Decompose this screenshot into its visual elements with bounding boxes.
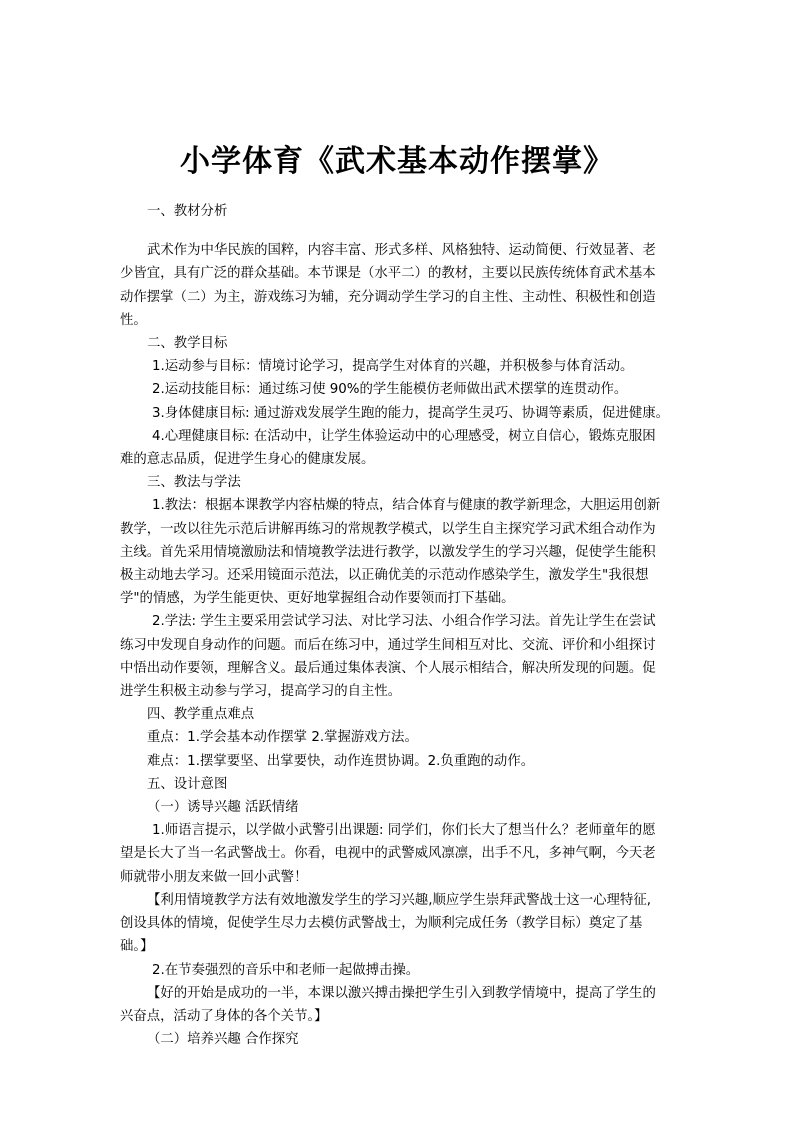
- subheading-stage-one: （一）诱导兴趣 活跃情绪: [147, 800, 299, 816]
- section-heading-objectives: 二、教学目标: [147, 336, 228, 352]
- text-line: 练习中发现自身动作的问题。而后在练习中，通过学生间相互对比、交流、评价和小组探讨: [120, 637, 656, 653]
- section-heading-methods: 三、教法与学法: [147, 475, 241, 491]
- list-item-objective: 1.运动参与目标：情境讨论学习，提高学生对体育的兴趣，并积极参与体育活动。: [152, 359, 634, 375]
- text-line: 武术作为中华民族的国粹，内容丰富、形式多样、风格独特、运动简便、行效显著、老: [147, 243, 656, 259]
- paragraph-materials-analysis: [120, 239, 676, 332]
- subheading-stage-two: （二）培养兴趣 合作探究: [147, 1032, 299, 1048]
- text-line: 【好的开始是成功的一半，本课以激兴搏击操把学生引入到教学情境中，提高了学生的: [147, 985, 656, 1001]
- design-note: [120, 982, 676, 1028]
- text-line: 学"的情感，为学生能更快、更好地掌握组合动作要领而打下基础。: [120, 591, 515, 607]
- section-heading-key-points: 四、教学重点难点: [147, 707, 255, 723]
- text-line: 主线。首先采用情境激励法和情境教学法进行教学，以激发学生的学习兴趣，促使学生能积: [120, 544, 656, 560]
- design-note: [120, 889, 676, 959]
- section-heading-materials: 一、教材分析: [147, 204, 228, 219]
- paragraph-teaching-method: [120, 494, 676, 610]
- text-line: 少皆宜，具有广泛的群众基础。本节课是（水平二）的教材，主要以民族传统体育武术基本: [120, 266, 656, 282]
- text-line: 中悟出动作要领，理解含义。最后通过集体表演、个人展示相结合，解决所发现的问题。促: [120, 660, 656, 676]
- paragraph-warmup-exercise: 2.在节奏强烈的音乐中和老师一起做搏击操。: [152, 962, 420, 978]
- text-line: 师就带小朋友来做一回小武警！: [120, 869, 308, 885]
- text-line: 望是长大了当一名武警战士。你看，电视中的武警威风凛凛，出手不凡，多神气啊，今天老: [120, 846, 656, 862]
- paragraph-gap: [120, 223, 676, 239]
- text-line: 创设具体的情境，促使学生尽力去模仿武警战士，为顺利完成任务（教学目标）奠定了基: [120, 916, 643, 932]
- text-line: 【利用情境教学方法有效地激发学生的学习兴趣,顺应学生崇拜武警战士这一心理特征,: [147, 892, 651, 908]
- text-line: 教学，一改以往先示范后讲解再练习的常规教学模式，以学生自主探究学习武术组合动作为: [120, 521, 656, 537]
- text-line: 极主动地去学习。还采用镜面示范法，以正确优美的示范动作感染学生，激发学生"我很想: [120, 568, 649, 584]
- text-line: 进学生积极主动参与学习，提高学习的自主性。: [120, 684, 402, 700]
- paragraph-learning-method: [120, 610, 676, 703]
- text-line: 2.学法: 学生主要采用尝试学习法、对比学习法、小组合作学习法。首先让学生在尝试: [152, 614, 656, 630]
- section-heading-design-intent: 五、设计意图: [147, 776, 228, 792]
- text-line: 难的意志品质，促进学生身心的健康发展。: [120, 452, 375, 468]
- list-item-objective: 2.运动技能目标：通过练习使 90%的学生能模仿老师做出武术摆掌的连贯动作。: [152, 382, 628, 398]
- difficult-point-line: 难点：1.摆掌要坚、出掌要快，动作连贯协调。2.负重跑的动作。: [147, 753, 535, 769]
- text-line: 1.教法：根据本课教学内容枯燥的特点，结合体育与健康的教学新理念，大胆运用创新: [152, 498, 661, 514]
- list-item-objective: [120, 425, 676, 471]
- list-item-objective: 3.身体健康目标: 通过游戏发展学生跑的能力，提高学生灵巧、协调等素质，促进健康。: [152, 405, 669, 421]
- text-line: 性。: [120, 312, 147, 328]
- text-line: 4.心理健康目标: 在活动中，让学生体验运动中的心理感受，树立自信心，锻炼克服困: [152, 428, 656, 444]
- text-line: 1.师语言提示，以学做小武警引出课题: 同学们，你们长大了想当什么？老师童年的愿: [152, 823, 656, 839]
- document-body: [120, 200, 676, 1051]
- page-title: 小学体育《武术基本动作摆掌》: [180, 144, 614, 179]
- text-line: 动作摆掌（二）为主，游戏练习为辅，充分调动学生学习的自主性、主动性、积极性和创造: [120, 289, 656, 305]
- text-line: 兴奋点，活动了身体的各个关节。】: [120, 1008, 328, 1024]
- text-line: 础。】: [120, 939, 154, 955]
- key-point-line: 重点：1.学会基本动作摆掌 2.掌握游戏方法。: [147, 730, 418, 746]
- paragraph-intro-prompt: [120, 819, 676, 889]
